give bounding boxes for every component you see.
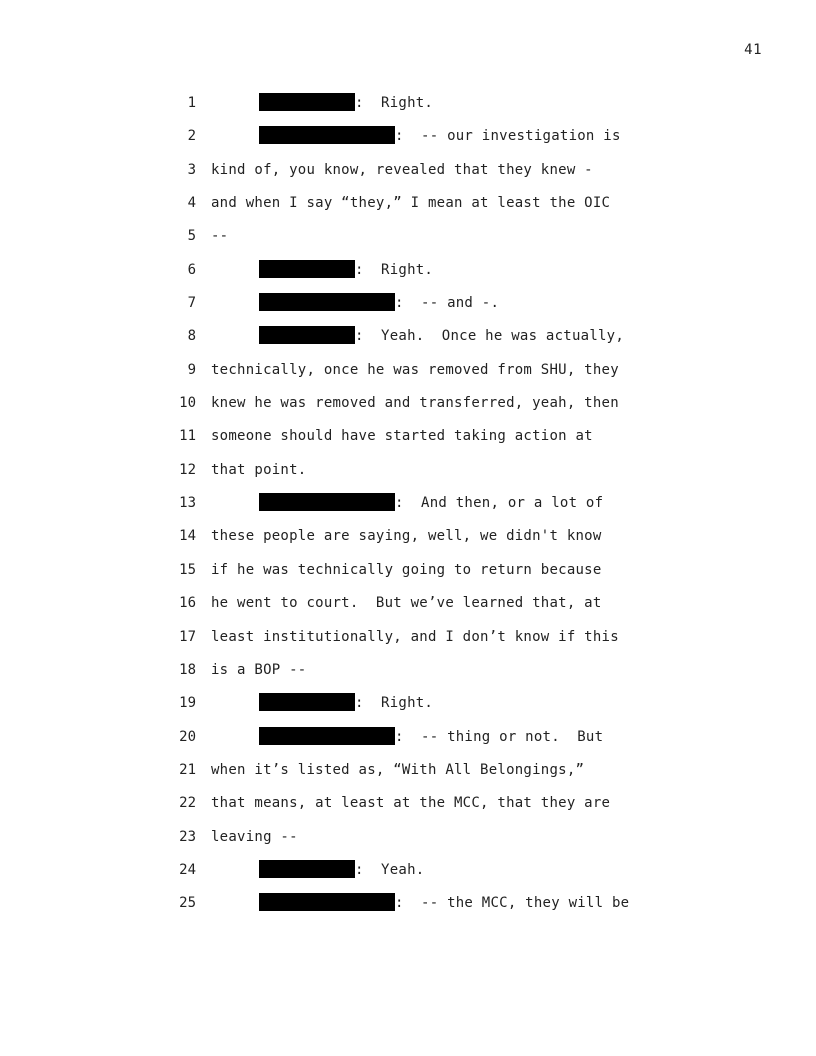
line-number: 9 [187,361,196,378]
line-text [211,154,593,187]
speaker-statement [259,687,433,720]
line-text [211,821,298,854]
line-content: that point. [211,461,307,478]
line-content: : -- our investigation is [395,128,621,145]
transcript-line [0,587,816,620]
speaker-statement [259,254,433,287]
line-text [211,354,619,387]
line-content: when it’s listed as, “With All Belongings,” [211,761,585,778]
transcript-line [0,487,816,520]
transcript-line [0,554,816,587]
transcript-line [0,187,816,220]
line-number: 6 [187,261,196,278]
transcript-line [0,220,816,253]
line-number: 16 [179,595,196,612]
line-text [211,621,619,654]
line-content: least institutionally, and I don’t know if this [211,628,619,645]
line-text [211,754,584,787]
line-content: : Yeah. [355,861,425,878]
line-text [211,187,610,220]
transcript-line [0,621,816,654]
transcript-line [0,721,816,754]
line-number: 14 [179,528,196,545]
transcript-line [0,254,816,287]
line-number: 21 [179,761,196,778]
line-number: 10 [179,395,196,412]
line-number: 7 [187,295,196,312]
transcript-line [0,821,816,854]
line-number: 3 [187,161,196,178]
redacted-speaker-name [259,93,355,111]
line-content: leaving -- [211,828,298,845]
line-content: and when I say “they,” I mean at least the OIC [211,195,611,212]
redacted-speaker-name [259,260,355,278]
redacted-speaker-name [259,493,395,511]
speaker-statement [259,721,603,754]
line-content: technically, once he was removed from SHU, they [211,361,619,378]
line-content: : And then, or a lot of [395,495,604,512]
line-content: these people are saying, well, we didn't know [211,528,602,545]
transcript-line [0,654,816,687]
line-text [211,520,602,553]
transcript-line [0,154,816,187]
line-number: 25 [179,895,196,912]
line-text [211,220,228,253]
redacted-speaker-name [259,693,355,711]
line-text [211,554,602,587]
transcript-line [0,887,816,920]
transcript-line [0,387,816,420]
line-text [211,654,306,687]
line-number: 13 [179,495,196,512]
line-number: 18 [179,661,196,678]
line-content: kind of, you know, revealed that they knew - [211,161,593,178]
speaker-statement [259,487,603,520]
speaker-statement [259,320,624,353]
line-content: is a BOP -- [211,661,307,678]
line-content: he went to court. But we’ve learned that, at [211,595,602,612]
line-content: : -- thing or not. But [395,728,604,745]
line-number: 23 [179,828,196,845]
line-content: : Right. [355,695,434,712]
line-number: 11 [179,428,196,445]
speaker-statement [259,287,499,320]
transcript-line [0,287,816,320]
line-number: 12 [179,461,196,478]
line-number: 5 [187,228,196,245]
page-number: 41 [744,42,762,58]
transcript-line [0,120,816,153]
transcript-line [0,854,816,887]
transcript-body [0,87,816,921]
line-number: 2 [187,128,196,145]
line-number: 24 [179,861,196,878]
line-content: if he was technically going to return because [211,561,602,578]
redacted-speaker-name [259,126,395,144]
line-text [211,587,602,620]
line-text [211,420,593,453]
line-content: : -- the MCC, they will be [395,895,630,912]
transcript-line [0,687,816,720]
line-content: -- [211,228,229,245]
line-number: 17 [179,628,196,645]
transcript-line [0,520,816,553]
line-text [211,387,619,420]
speaker-statement [259,887,629,920]
redacted-speaker-name [259,727,395,745]
line-number: 8 [187,328,196,345]
line-number: 19 [179,695,196,712]
transcript-line [0,754,816,787]
transcript-line [0,420,816,453]
redacted-speaker-name [259,326,355,344]
transcript-line [0,320,816,353]
line-number: 4 [187,195,196,212]
line-content: : Yeah. Once he was actually, [355,328,625,345]
line-content: : -- and -. [395,295,500,312]
speaker-statement [259,854,424,887]
line-number: 1 [187,95,196,111]
speaker-statement [259,120,621,153]
line-content: knew he was removed and transferred, yeah, then [211,395,619,412]
redacted-speaker-name [259,293,395,311]
redacted-speaker-name [259,860,355,878]
line-number: 22 [179,795,196,812]
transcript-line [0,354,816,387]
speaker-statement [259,87,433,120]
line-content: : Right. [355,95,434,111]
line-number: 20 [179,728,196,745]
transcript-line [0,787,816,820]
redacted-speaker-name [259,893,395,911]
line-number: 15 [179,561,196,578]
line-content: : Right. [355,261,434,278]
line-text [211,454,306,487]
line-text [211,787,610,820]
line-content: someone should have started taking action at [211,428,593,445]
line-content: that means, at least at the MCC, that they are [211,795,611,812]
transcript-line [0,454,816,487]
transcript-line [0,87,816,120]
